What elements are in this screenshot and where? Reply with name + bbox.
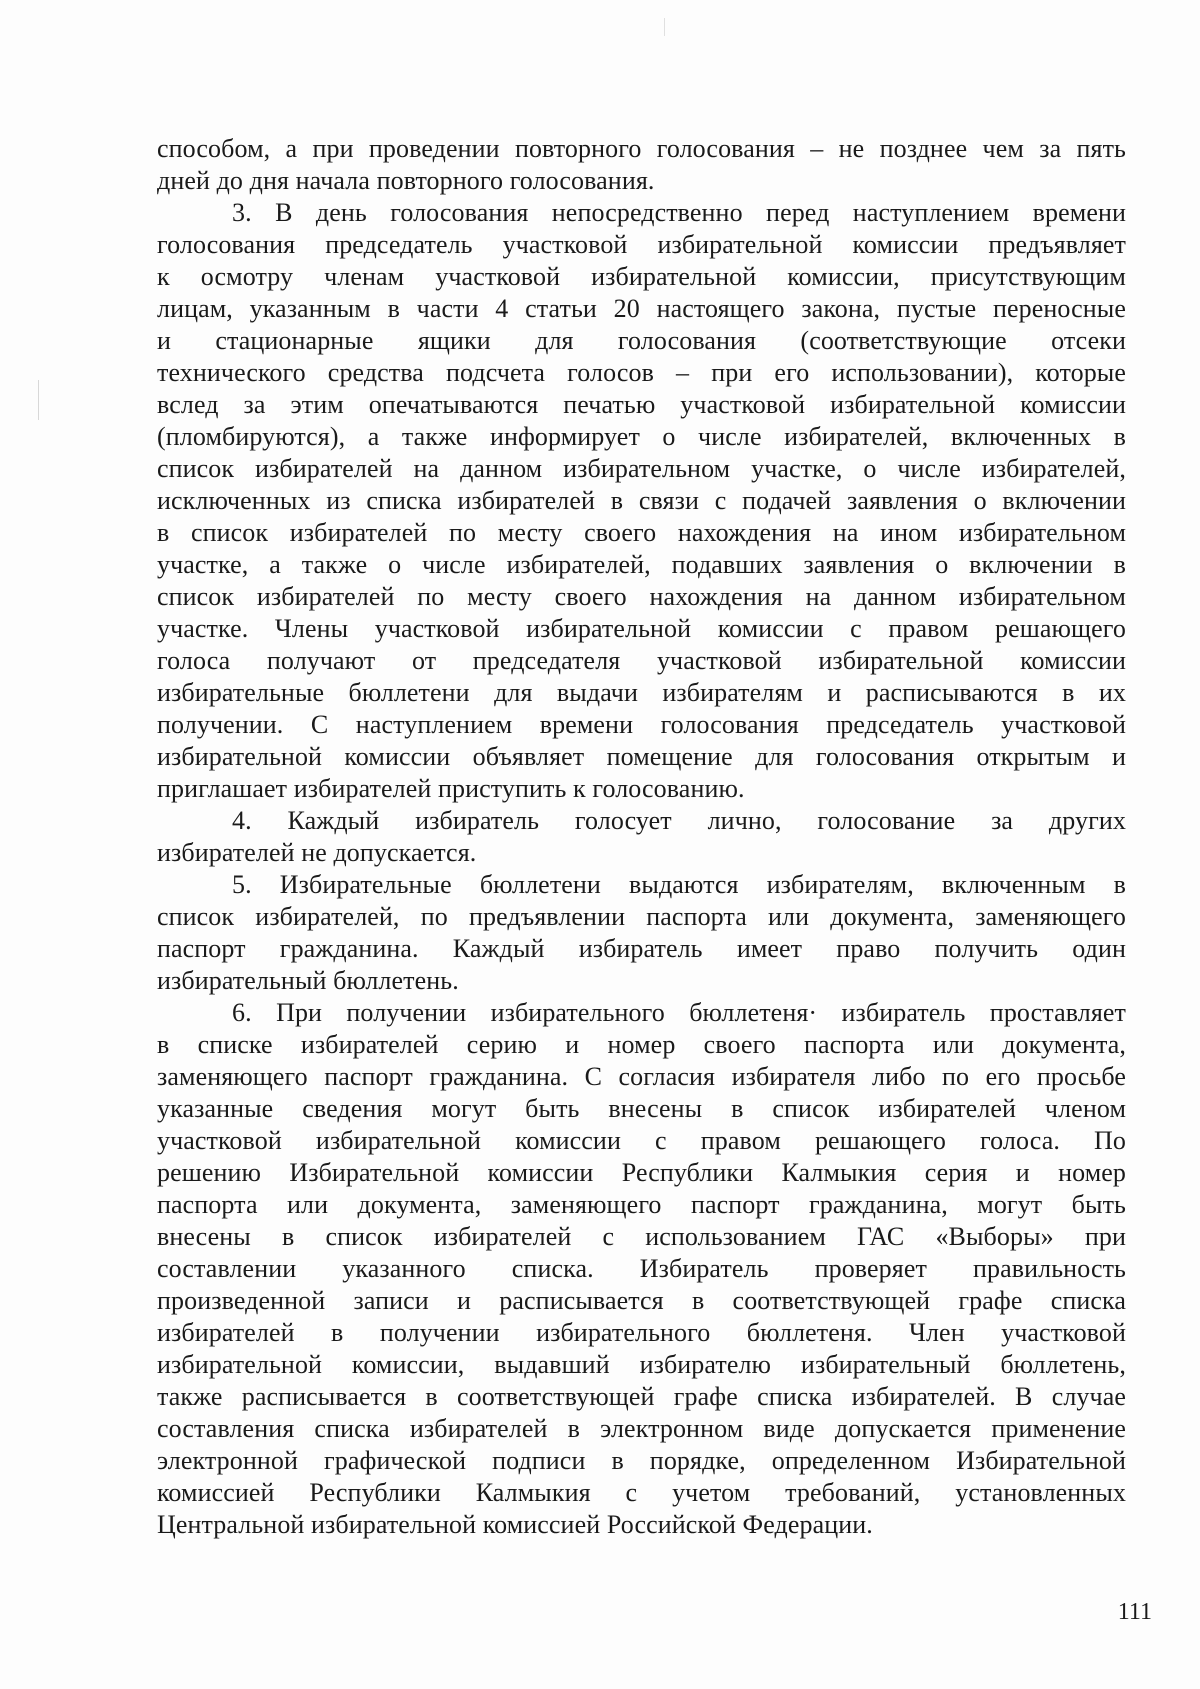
text-line: решению Избирательной комиссии Республики Калмыкия серия и номер: [157, 1158, 1126, 1187]
text-line: участке. Члены участковой избирательной комиссии с правом решающего: [157, 614, 1126, 643]
text-line: в списке избирателей серию и номер своего паспорта или документа,: [157, 1030, 1126, 1059]
text-line: Центральной избирательной комиссией Российской Федерации.: [157, 1510, 873, 1539]
text-line: избирателей не допускается.: [157, 838, 477, 867]
text-line: дней до дня начала повторного голосования.: [157, 166, 655, 195]
text-line: 3. В день голосования непосредственно перед наступлением времени: [232, 198, 1126, 227]
text-line: указанные сведения могут быть внесены в список избирателей членом: [157, 1094, 1126, 1123]
text-line: список избирателей на данном избирательном участке, о числе избирателей,: [157, 454, 1126, 483]
text-line: произведенной записи и расписывается в соответствующей графе списка: [157, 1286, 1126, 1315]
text-line: заменяющего паспорт гражданина. С согласия избирателя либо по его просьбе: [157, 1062, 1126, 1091]
text-line: (пломбируются), а также информирует о числе избирателей, включенных в: [157, 422, 1126, 451]
text-line: к осмотру членам участковой избирательной комиссии, присутствующим: [157, 262, 1126, 291]
text-line: составления списка избирателей в электронном виде допускается применение: [157, 1414, 1126, 1443]
text-line: избирательный бюллетень.: [157, 966, 459, 995]
text-line: паспорт гражданина. Каждый избиратель имеет право получить один: [157, 934, 1126, 963]
scan-artifact: [38, 380, 39, 420]
text-line: избирателей в получении избирательного бюллетеня. Член участковой: [157, 1318, 1126, 1347]
text-line: 4. Каждый избиратель голосует лично, голосование за других: [232, 806, 1126, 835]
text-line: вслед за этим опечатываются печатью участковой избирательной комиссии: [157, 390, 1126, 419]
text-line: паспорта или документа, заменяющего паспорт гражданина, могут быть: [157, 1190, 1126, 1219]
text-line: составлении указанного списка. Избиратель проверяет правильность: [157, 1254, 1126, 1283]
text-line: участке, а также о числе избирателей, подавших заявления о включении в: [157, 550, 1126, 579]
text-line: список избирателей по месту своего нахождения на данном избирательном: [157, 582, 1126, 611]
text-line: список избирателей, по предъявлении паспорта или документа, заменяющего: [157, 902, 1126, 931]
text-line: и стационарные ящики для голосования (соответствующие отсеки: [157, 326, 1126, 355]
text-line: получении. С наступлением времени голосования председатель участковой: [157, 710, 1126, 739]
scan-artifact: [664, 18, 665, 36]
text-line: комиссией Республики Калмыкия с учетом требований, установленных: [157, 1478, 1126, 1507]
text-line: внесены в список избирателей с использованием ГАС «Выборы» при: [157, 1222, 1126, 1251]
text-line: голоса получают от председателя участковой избирательной комиссии: [157, 646, 1126, 675]
text-line: лицам, указанным в части 4 статьи 20 настоящего закона, пустые переносные: [157, 294, 1126, 323]
text-line: голосования председатель участковой избирательной комиссии предъявляет: [157, 230, 1126, 259]
text-line: избирательной комиссии, выдавший избирателю избирательный бюллетень,: [157, 1350, 1126, 1379]
text-line: исключенных из списка избирателей в связи с подачей заявления о включении: [157, 486, 1126, 515]
text-line: способом, а при проведении повторного голосования – не позднее чем за пять: [157, 134, 1126, 163]
text-line: приглашает избирателей приступить к голосованию.: [157, 774, 745, 803]
text-line: 6. При получении избирательного бюллетеня· избиратель проставляет: [232, 998, 1126, 1027]
text-line: электронной графической подписи в порядке, определенном Избирательной: [157, 1446, 1126, 1475]
document-body: [157, 133, 1126, 1541]
text-line: избирательные бюллетени для выдачи избирателям и расписываются в их: [157, 678, 1126, 707]
text-line: участковой избирательной комиссии с правом решающего голоса. По: [157, 1126, 1126, 1155]
text-line: 5. Избирательные бюллетени выдаются избирателям, включенным в: [232, 870, 1126, 899]
text-line: также расписывается в соответствующей графе списка избирателей. В случае: [157, 1382, 1126, 1411]
text-line: избирательной комиссии объявляет помещение для голосования открытым и: [157, 742, 1126, 771]
text-line: технического средства подсчета голосов – при его использовании), которые: [157, 358, 1126, 387]
page-number: 111: [1117, 1599, 1152, 1625]
text-line: в список избирателей по месту своего нахождения на ином избирательном: [157, 518, 1126, 547]
